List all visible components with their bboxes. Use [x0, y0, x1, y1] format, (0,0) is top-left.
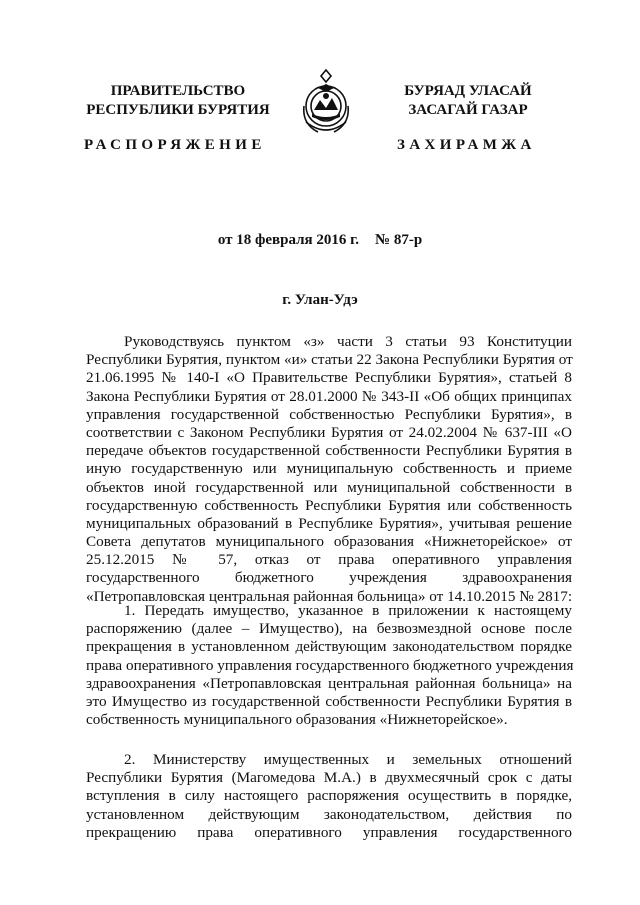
- date-number-line: [0, 232, 640, 249]
- text-line: 2. Министерству имущественных и земельных отношений: [124, 751, 572, 768]
- text-line: это Имущество из государственной собственности Республики Бурятия в: [86, 692, 572, 710]
- text-line: Совета депутатов муниципального образования «Нижнеторейское» от: [86, 533, 572, 551]
- header-right: [378, 82, 558, 120]
- header-left: [78, 82, 278, 120]
- text-line: муниципальных образований в Республике Бурятия», учитывая решение: [86, 514, 572, 532]
- text-line: государственную собственность Республики Бурятия или собственность: [86, 496, 572, 514]
- text-line: Закона Республики Бурятия от 28.01.2000 № 343-II «Об общих принципах: [86, 387, 572, 405]
- text-line: государственного бюджетного учреждения здравоохранения: [86, 569, 572, 587]
- text-line: управления государственной собственностью Республики Бурятия», в: [86, 405, 572, 423]
- paragraph-item-2: [86, 751, 572, 842]
- text-line: права оперативного управления государственного бюджетного учреждения: [86, 656, 574, 674]
- text-line: «Петропавловская центральная районная больница» от 14.10.2015 № 2817:: [86, 587, 573, 605]
- decree-title-ru: РАСПОРЯЖЕНИЕ: [84, 137, 266, 153]
- text-line: собственность муниципального образования «Нижнеторейское».: [86, 711, 508, 729]
- text-line: 1. Передать имущество, указанное в приложении к настоящему: [124, 602, 572, 619]
- text-line: прекращению права оперативного управления государственного: [86, 823, 572, 841]
- text-line: 25.12.2015 № 57, отказ от права оперативного управления: [86, 551, 572, 569]
- text-line: Республики Бурятия, пунктом «и» статьи 22 Закона Республики Бурятия от: [86, 351, 573, 369]
- paragraph-preamble: [86, 333, 572, 606]
- text-line: соответствии с Законом Республики Бурятия от 24.02.2004 № 637-III «О: [86, 423, 572, 441]
- header-right-line2: ЗАСАГАЙ ГАЗАР: [408, 102, 528, 118]
- decree-number: № 87-р: [375, 232, 423, 248]
- text-line: иную государственную или муниципальную собственность и приеме: [86, 460, 572, 478]
- text-line: установленном действующим законодательством, действия по: [86, 805, 572, 823]
- text-line: Республики Бурятия (Магомедова М.А.) в двухмесячный срок с даты: [86, 769, 572, 787]
- text-line: здравоохранения «Петропавловская центральная районная больница» на: [86, 674, 572, 692]
- text-line: 21.06.1995 № 140-I «О Правительстве Республики Бурятия», статьей 8: [86, 369, 572, 387]
- paragraph-item-1: [86, 602, 572, 729]
- text-line: Руководствуясь пунктом «з» части 3 статьи 93 Конституции: [124, 333, 572, 350]
- text-line: распоряжению (далее – Имущество), на безвозмездной основе после: [86, 620, 572, 638]
- coat-of-arms-icon: [298, 66, 354, 142]
- header-left-line1: ПРАВИТЕЛЬСТВО: [110, 83, 246, 99]
- text-line: вступления в силу настоящего распоряжения осуществить в порядке,: [86, 787, 572, 805]
- header-left-line2: РЕСПУБЛИКИ БУРЯТИЯ: [86, 102, 270, 118]
- decree-title-bua: ЗАХИРАМЖА: [397, 137, 536, 153]
- text-line: передаче объектов государственной собственности Республики Бурятия в: [86, 442, 572, 460]
- header-right-line1: БУРЯАД УЛАСАЙ: [404, 83, 532, 99]
- text-line: прекращения в установленном действующим законодательством порядке: [86, 638, 572, 656]
- decree-date: от 18 февраля 2016 г.: [217, 232, 359, 248]
- city-line: г. Улан-Удэ: [282, 292, 358, 308]
- text-line: объектов иной государственной или муниципальной собственности в: [86, 478, 572, 496]
